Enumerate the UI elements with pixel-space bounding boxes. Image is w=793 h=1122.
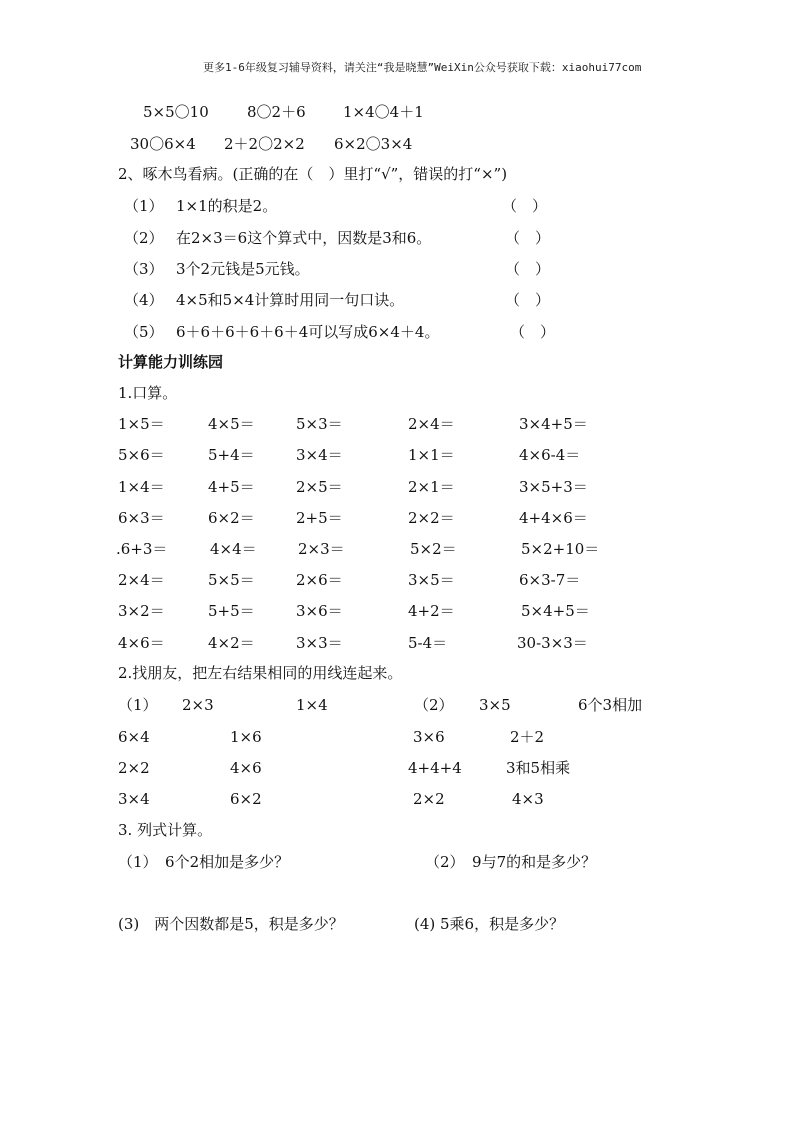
match-item: 2×2: [118, 759, 150, 777]
calc-item: 5×5＝: [208, 571, 255, 589]
calc-item: 1×1＝: [408, 446, 455, 464]
match-item: （1）: [118, 696, 158, 714]
calc-item: 5×2＝: [410, 540, 457, 558]
answer-parentheses: （ ）: [510, 323, 556, 341]
calc-item: 2×4＝: [408, 415, 455, 433]
calc-item: 4×6＝: [118, 634, 165, 652]
match-title: 2.找朋友，把左右结果相同的用线连起来。: [118, 664, 403, 682]
statement-text: 6＋6＋6＋6＋6＋4可以写成6×4＋4。: [176, 323, 440, 341]
section-title-woodpecker: 2、啄木鸟看病。(正确的在（ ）里打“√”，错误的打“×”): [118, 165, 508, 183]
match-item: 1×6: [230, 728, 262, 746]
compare-item: 8〇2＋6: [247, 103, 306, 121]
calc-item: 2×5＝: [296, 478, 343, 496]
calc-item: 2×3＝: [298, 540, 345, 558]
compare-item: 6×2〇3×4: [334, 135, 413, 153]
match-item: 6×4: [118, 728, 150, 746]
compare-item: 1×4〇4＋1: [343, 103, 424, 121]
calc-item: 5×6＝: [118, 446, 165, 464]
calc-item: 2×6＝: [296, 571, 343, 589]
match-item: 3×6: [413, 728, 445, 746]
calc-item: 4×5＝: [208, 415, 255, 433]
match-item: 3×5: [479, 696, 511, 714]
match-item: 1×4: [296, 696, 328, 714]
item-number: （1）: [124, 197, 164, 215]
calc-item: 5+4＝: [208, 446, 255, 464]
match-item: 2×3: [182, 696, 214, 714]
answer-parentheses: （ ）: [502, 197, 548, 215]
match-item: 4×6: [230, 759, 262, 777]
match-item: 6×2: [230, 790, 262, 808]
calc-item: 2×1＝: [408, 478, 455, 496]
section-heading: 计算能力训练园: [118, 353, 224, 371]
match-item: （2）: [414, 696, 454, 714]
calc-item: 2×4＝: [118, 571, 165, 589]
match-item: 3和5相乘: [506, 759, 571, 777]
calc-item: 3×5＝: [408, 571, 455, 589]
compare-item: 2＋2〇2×2: [224, 135, 305, 153]
match-item: 6个3相加: [578, 696, 643, 714]
match-item: 2＋2: [510, 728, 545, 746]
calc-item: 3×3＝: [296, 634, 343, 652]
calc-item: 5×3＝: [296, 415, 343, 433]
calc-item: 5×2+10＝: [521, 540, 600, 558]
column-calc-title: 3. 列式计算。: [118, 821, 213, 839]
item-number: （2）: [124, 229, 164, 247]
answer-parentheses: （ ）: [505, 229, 551, 247]
calc-item: 6×3＝: [118, 509, 165, 527]
statement-text: 1×1的积是2。: [176, 197, 278, 215]
calc-item: 4+5＝: [208, 478, 255, 496]
calc-item: 30-3×3＝: [517, 634, 588, 652]
calc-item: 4×4＝: [210, 540, 257, 558]
calc-item: 5-4＝: [408, 634, 448, 652]
oral-calc-title: 1.口算。: [118, 384, 178, 402]
answer-parentheses: （ ）: [505, 291, 551, 309]
calc-item: .6+3＝: [116, 540, 168, 558]
answer-parentheses: （ ）: [505, 260, 551, 278]
compare-item: 30〇6×4: [130, 135, 196, 153]
calc-item: 3×4＝: [296, 446, 343, 464]
match-item: 2×2: [413, 790, 445, 808]
word-problem: (4) 5乘6，积是多少？: [414, 915, 565, 933]
calc-item: 5×4+5＝: [521, 602, 590, 620]
calc-item: 4×2＝: [208, 634, 255, 652]
statement-text: 在2×3＝6这个算式中，因数是3和6。: [176, 229, 432, 247]
calc-item: 3×2＝: [118, 602, 165, 620]
calc-item: 5+5＝: [208, 602, 255, 620]
page-header: 更多1-6年级复习辅导资料，请关注“我是晓慧”WeiXin公众号获取下载：xiaohui77com: [203, 61, 642, 74]
calc-item: 4+4×6＝: [519, 509, 588, 527]
calc-item: 2+5＝: [296, 509, 343, 527]
statement-text: 4×5和5×4计算时用同一句口诀。: [176, 291, 405, 309]
word-problem: (3) 两个因数都是5，积是多少？: [118, 915, 344, 933]
statement-text: 3个2元钱是5元钱。: [176, 260, 310, 278]
calc-item: 2×2＝: [408, 509, 455, 527]
calc-item: 1×5＝: [118, 415, 165, 433]
calc-item: 1×4＝: [118, 478, 165, 496]
compare-item: 5×5〇10: [143, 103, 209, 121]
calc-item: 4+2＝: [408, 602, 455, 620]
calc-item: 6×3-7＝: [519, 571, 581, 589]
calc-item: 3×4+5＝: [519, 415, 588, 433]
item-number: （3）: [124, 260, 164, 278]
match-item: 4×3: [512, 790, 544, 808]
word-problem: （1） 6个2相加是多少？: [118, 853, 290, 871]
match-item: 4+4+4: [408, 759, 462, 777]
item-number: （5）: [124, 323, 164, 341]
match-item: 3×4: [118, 790, 150, 808]
calc-item: 3×6＝: [296, 602, 343, 620]
calc-item: 6×2＝: [208, 509, 255, 527]
calc-item: 3×5+3＝: [519, 478, 588, 496]
item-number: （4）: [124, 291, 164, 309]
calc-item: 4×6-4＝: [519, 446, 581, 464]
word-problem: （2） 9与7的和是多少？: [425, 853, 597, 871]
